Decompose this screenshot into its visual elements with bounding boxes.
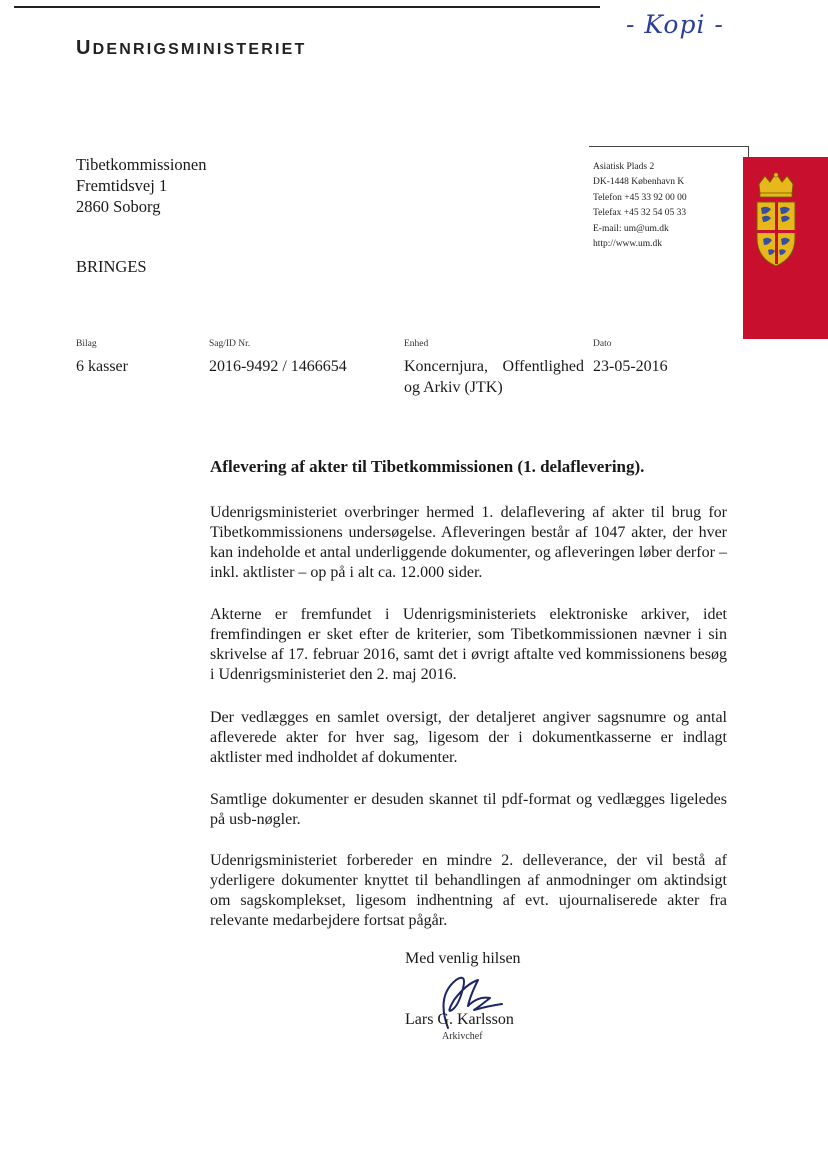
body-paragraph-3: Der vedlægges en samlet oversigt, der detaljeret angiver sagsnumre og antal afleverede akter for hver sag, ligesom der i dokumentkasserne er indlagt aktlister med indholdet af dokumenter. — [210, 709, 727, 766]
recipient-name: Tibetkommissionen — [76, 155, 207, 174]
body-paragraph-2: Akterne er fremfundet i Udenrigsministeriets elektroniske arkiver, idet fremfindingen er sket efter de kriterier, som Tibetkommissionen nævner i sin skrivelse af 17. februar 2016, samt det i øvrigt aftalte ved kommissionens besøg i Udenrigsministeriet den 2. maj 2016. — [210, 606, 727, 683]
sender-fax: Telefax +45 32 54 05 33 — [593, 208, 687, 219]
body-paragraph-5: Udenrigsministeriet forbereder en mindre 2. delleverance, der vil bestå af yderligere dokumenter knyttet til behandlingen af anmodninger om aktindsigt om sagskomplekset, ligesom indhentning af evt. ujournaliserede akter fra relevante medarbejdere fortsat pågår. — [210, 852, 727, 929]
sender-frame-line — [589, 146, 748, 147]
recipient-address — [76, 154, 207, 217]
body-paragraph-1: Udenrigsministeriet overbringer hermed 1. delaflevering af akter til brug for Tibetkommissionens undersøgelse. Afleveringen består af 1047 akter, der hver kan indeholde et antal underliggende dokumenter, og afleveringen løber derfor – inkl. aktlister – op på i alt ca. 12.000 sider. — [210, 504, 727, 581]
ministry-logotype: UDENRIGSMINISTERIET — [76, 37, 307, 59]
date-label: Dato — [593, 339, 612, 349]
closing-greeting: Med venlig hilsen — [405, 950, 521, 967]
delivery-method: BRINGES — [76, 257, 147, 276]
sender-web: http://www.um.dk — [593, 239, 663, 250]
letter-subject: Aflevering af akter til Tibetkommissionen (1. delaflevering). — [210, 457, 645, 476]
bilag-label: Bilag — [76, 339, 97, 349]
date-value: 23-05-2016 — [593, 358, 668, 375]
royal-crest-icon — [751, 170, 801, 270]
top-rule — [14, 6, 600, 8]
signer-title: Arkivchef — [442, 1031, 483, 1042]
bilag-value: 6 kasser — [76, 358, 128, 375]
recipient-city: 2860 Soborg — [76, 197, 161, 216]
unit-label: Enhed — [404, 339, 429, 349]
sender-address-block — [593, 160, 687, 252]
recipient-street: Fremtidsvej 1 — [76, 176, 168, 195]
sender-phone: Telefon +45 33 92 00 00 — [593, 192, 687, 203]
handwritten-copy-note: - Kopi - — [626, 10, 724, 39]
sender-street: Asiatisk Plads 2 — [593, 162, 655, 172]
body-paragraph-4: Samtlige dokumenter er desuden skannet til pdf-format og vedlægges ligeledes på usb-nøgler. — [210, 791, 727, 828]
case-id-value: 2016-9492 / 1466654 — [209, 358, 347, 375]
sender-city: DK-1448 København K — [593, 177, 685, 188]
unit-value: Koncernjura, Offentlighed og Arkiv (JTK) — [404, 358, 584, 396]
sender-email: E-mail: um@um.dk — [593, 223, 669, 234]
signer-name: Lars G. Karlsson — [405, 1011, 514, 1028]
case-id-label: Sag/ID Nr. — [209, 339, 251, 349]
